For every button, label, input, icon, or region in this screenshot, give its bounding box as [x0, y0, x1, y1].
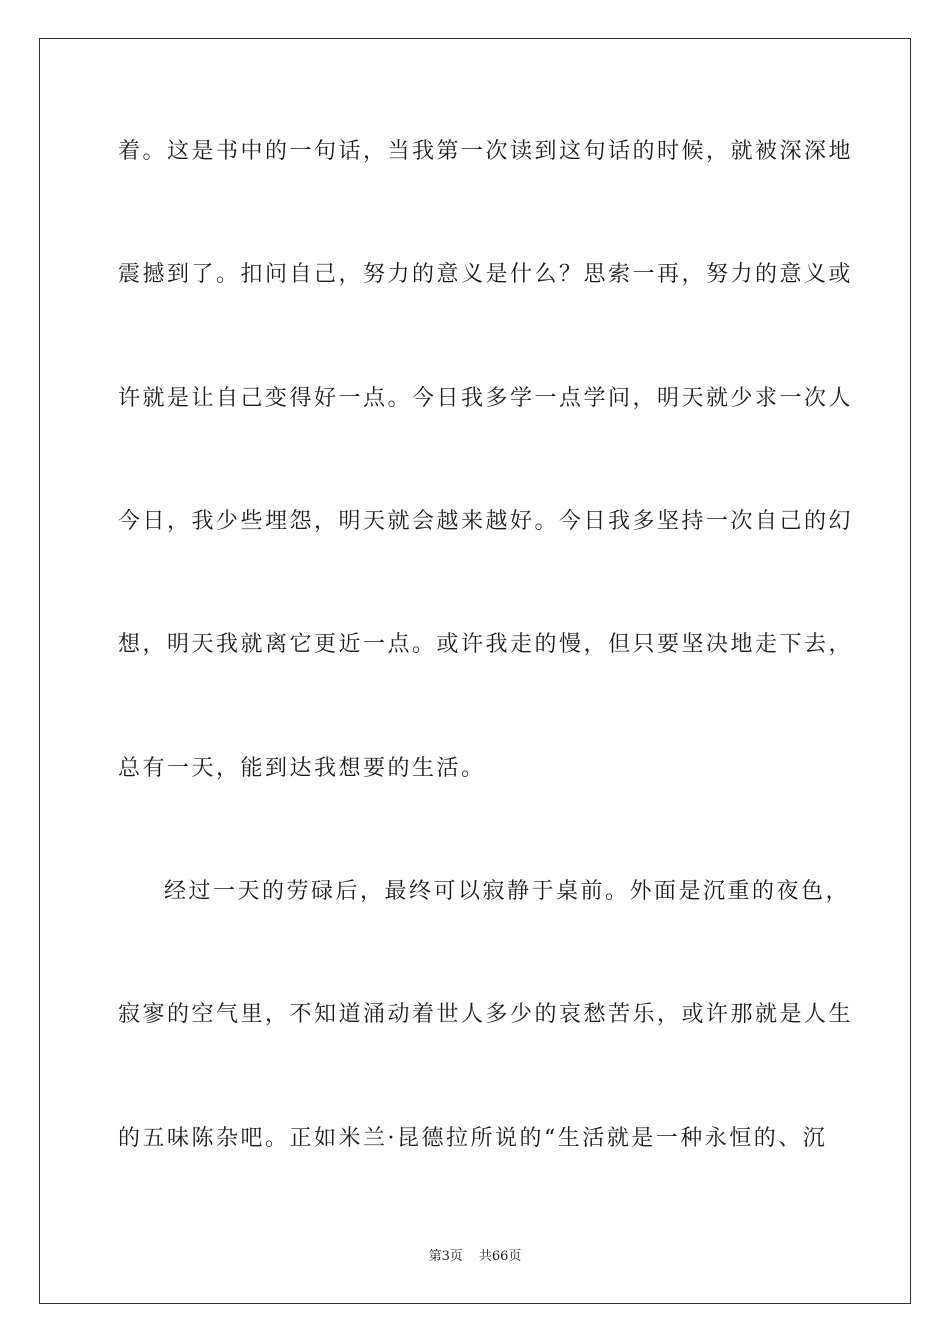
page-number: 第3页 — [428, 1249, 463, 1264]
text-line-1: 着。这是书中的一句话，当我第一次读到这句话的时候，就被深深地 — [118, 139, 854, 164]
text-line-6: 总有一天，能到达我想要的生活。 — [118, 756, 486, 781]
text-line-9: 的五味陈杂吧。正如米兰·昆德拉所说的“生活就是一种永恒的、沉 — [118, 1126, 828, 1151]
page-total: 共66页 — [478, 1249, 522, 1264]
text-line-3: 许就是让自己变得好一点。今日我多学一点学问，明天就少求一次人 — [118, 386, 854, 411]
text-line-2: 震撼到了。扣问自己，努力的意义是什么？思索一再，努力的意义或 — [118, 262, 854, 287]
page-frame — [39, 38, 911, 1304]
text-line-8: 寂寥的空气里，不知道涌动着世人多少的哀愁苦乐，或许那就是人生 — [118, 1002, 854, 1027]
text-line-7-paragraph-start: 经过一天的劳碌后，最终可以寂静于桌前。外面是沉重的夜色， — [164, 879, 851, 904]
text-line-4: 今日，我少些埋怨，明天就会越来越好。今日我多坚持一次自己的幻 — [118, 509, 854, 534]
page-footer — [0, 1248, 950, 1266]
text-line-5: 想，明天我就离它更近一点。或许我走的慢，但只要坚决地走下去， — [118, 632, 854, 657]
